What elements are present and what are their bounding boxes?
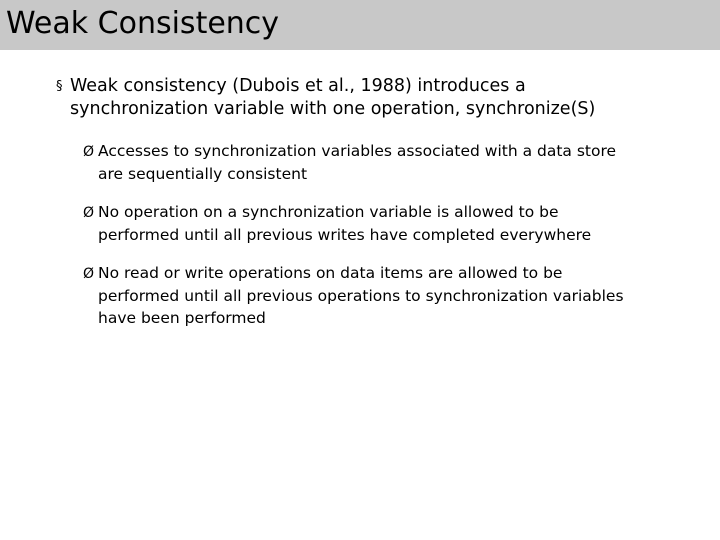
main-bullet-line-1: § Weak consistency (Dubois et al., 1988) introduces a [56, 76, 526, 96]
sub-bullet-1-line-2: are sequentially consistent [98, 165, 308, 183]
sub-bullet-3-line-3: have been performed [98, 309, 266, 327]
main-bullet [56, 75, 595, 120]
arrow-bullet-icon: Ø [83, 266, 95, 282]
arrow-bullet-icon: Ø [83, 144, 95, 160]
title-bar [0, 0, 720, 50]
slide-title: Weak Consistency [6, 6, 280, 41]
main-bullet-line-2: synchronization variable with one operation, synchronize(S) [70, 99, 596, 119]
arrow-bullet-icon: Ø [83, 205, 95, 221]
sub-bullet-3-line-1: Ø No read or write operations on data items are allowed to be [83, 262, 624, 285]
sub-bullet-1 [83, 140, 616, 185]
sub-bullet-2-line-1: Ø No operation on a synchronization variable is allowed to be [83, 201, 591, 224]
sub-bullet-2 [83, 201, 591, 246]
bullet-marker-icon: § [56, 79, 63, 94]
sub-bullet-2-line-2: performed until all previous writes have completed everywhere [98, 226, 592, 244]
sub-bullet-3-line-2: performed until all previous operations to synchronization variables [98, 287, 624, 305]
sub-bullet-1-line-1: Ø Accesses to synchronization variables associated with a data store [83, 140, 616, 163]
sub-bullet-3 [83, 262, 624, 329]
